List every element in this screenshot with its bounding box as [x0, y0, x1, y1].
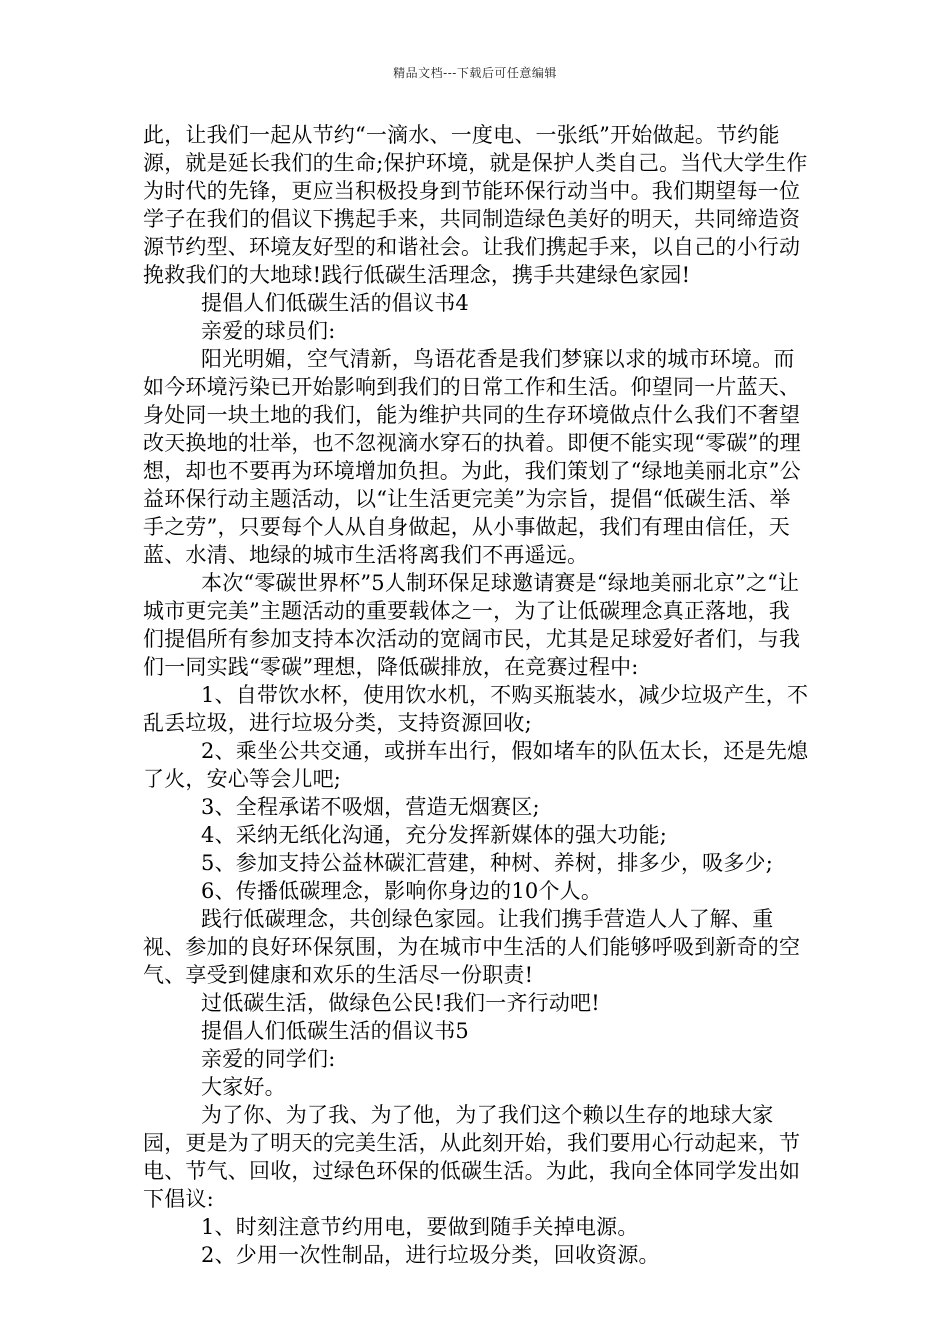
page-header: 精品文档---下载后可任意编辑: [393, 66, 557, 80]
proposal-item-2: 2、少用一次性制品，进行垃圾分类，回收资源。: [201, 1243, 660, 1267]
list-item-4: 4、采纳无纸化沟通，充分发挥新媒体的强大功能;: [201, 823, 668, 847]
list-item-3: 3、全程承诺不吸烟，营造无烟赛区;: [201, 795, 540, 819]
paragraph-slogan: 过低碳生活，做绿色公民!我们一齐行动吧!: [201, 991, 600, 1015]
list-item-2: 2、乘坐公共交通，或拼车出行，假如堵车的队伍太长，还是先熄了火，安心等会儿吧;: [143, 739, 809, 791]
list-item-6: 6、传播低碳理念，影响你身边的10个人。: [201, 879, 603, 903]
list-item-5: 5、参加支持公益林碳汇营建，种树、养树，排多少，吸多少;: [201, 851, 774, 875]
paragraph-proposal: 为了你、为了我、为了他，为了我们这个赖以生存的地球大家园，更是为了明天的完美生活，从此刻开始，我们要用心行动起来，节电、节气、回收，过绿色环保的低碳生活。为此，我向全体同学发出如下倡议:: [143, 1103, 801, 1211]
section-heading-4: 提倡人们低碳生活的倡议书4: [201, 291, 469, 315]
proposal-item-1: 1、时刻注意节约用电，要做到随手关掉电源。: [201, 1215, 639, 1239]
document-body: [143, 121, 811, 1269]
paragraph-zero-carbon-cup: 本次“零碳世界杯”5人制环保足球邀请赛是“绿地美丽北京”之“让城市更完美”主题活动的重要载体之一，为了让低碳理念真正落地，我们提倡所有参加支持本次活动的宽阔市民，尤其是足球爱好者们，与我们一同实践“零碳”理想，降低碳排放，在竞赛过程中:: [143, 571, 801, 679]
salutation-students: 亲爱的同学们:: [201, 1047, 336, 1071]
list-item-1: 1、自带饮水杯，使用饮水机，不购买瓶装水，减少垃圾产生，不乱丢垃圾，进行垃圾分类，支持资源回收;: [143, 683, 809, 735]
salutation-players: 亲爱的球员们:: [201, 319, 336, 343]
section-heading-5: 提倡人们低碳生活的倡议书5: [201, 1019, 469, 1043]
greeting: 大家好。: [201, 1075, 286, 1099]
paragraph-intro-continuation: 此，让我们一起从节约“一滴水、一度电、一张纸”开始做起。节约能源，就是延长我们的生命;保护环境，就是保护人类自己。当代大学生作为时代的先锋，更应当积极投身到节能环保行动当中。我们期望每一位学子在我们的倡议下携起手来，共同制造绿色美好的明天，共同缔造资源节约型、环境友好型的和谐社会。让我们携起手来，以自己的小行动挽救我们的大地球!践行低碳生活理念，携手共建绿色家园!: [143, 123, 808, 287]
paragraph-practice: 践行低碳理念，共创绿色家园。让我们携手营造人人了解、重视、参加的良好环保氛围，为在城市中生活的人们能够呼吸到新奇的空气、享受到健康和欢乐的生活尽一份职责!: [143, 907, 801, 987]
paragraph-environment: 阳光明媚，空气清新，鸟语花香是我们梦寐以求的城市环境。而如今环境污染已开始影响到我们的日常工作和生活。仰望同一片蓝天、身处同一块土地的我们，能为维护共同的生存环境做点什么我们不奢望改天换地的壮举，也不忽视滴水穿石的执着。即便不能实现“零碳”的理想，却也不要再为环境增加负担。为此，我们策划了“绿地美丽北京”公益环保行动主题活动，以“让生活更完美”为宗旨，提倡“低碳生活、举手之劳”，只要每个人从自身做起，从小事做起，我们有理由信任，天蓝、水清、地绿的城市生活将离我们不再遥远。: [143, 347, 801, 567]
